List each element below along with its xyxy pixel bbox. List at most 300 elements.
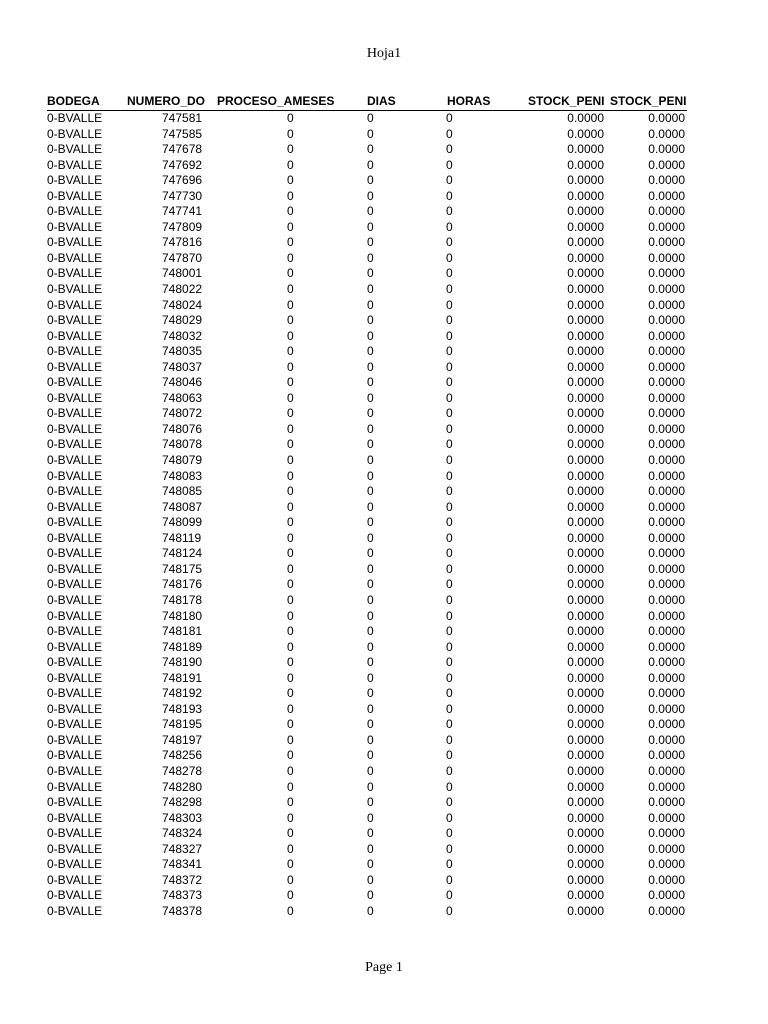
cell-bodega: 0-BVALLE bbox=[47, 639, 103, 654]
cell-stock-2: 0.0000 bbox=[648, 577, 685, 592]
cell-numero: 748085 bbox=[162, 484, 203, 499]
cell-horas: 0 bbox=[446, 328, 453, 343]
cell-numero: 748099 bbox=[162, 515, 203, 530]
cell-horas: 0 bbox=[446, 359, 453, 374]
cell-proceso: 0 bbox=[287, 795, 294, 810]
table-row bbox=[47, 142, 687, 158]
cell-stock-2: 0.0000 bbox=[648, 872, 685, 887]
cell-bodega: 0-BVALLE bbox=[47, 250, 103, 265]
table-row bbox=[47, 748, 687, 764]
cell-proceso: 0 bbox=[287, 903, 294, 918]
cell-dias: 0 bbox=[367, 624, 374, 639]
cell-horas: 0 bbox=[446, 903, 453, 918]
cell-stock-2: 0.0000 bbox=[648, 592, 685, 607]
cell-stock-1: 0.0000 bbox=[567, 903, 604, 918]
cell-dias: 0 bbox=[367, 344, 374, 359]
cell-dias: 0 bbox=[367, 250, 374, 265]
cell-stock-2: 0.0000 bbox=[648, 670, 685, 685]
cell-proceso: 0 bbox=[287, 499, 294, 514]
table-row bbox=[47, 158, 687, 174]
table-row bbox=[47, 173, 687, 189]
cell-horas: 0 bbox=[446, 530, 453, 545]
cell-stock-1: 0.0000 bbox=[567, 639, 604, 654]
cell-dias: 0 bbox=[367, 328, 374, 343]
cell-numero: 747809 bbox=[162, 219, 203, 234]
cell-stock-1: 0.0000 bbox=[567, 826, 604, 841]
table-row bbox=[47, 344, 687, 360]
column-header-stock-2: STOCK_PENI bbox=[610, 94, 687, 108]
cell-stock-2: 0.0000 bbox=[648, 748, 685, 763]
cell-horas: 0 bbox=[446, 639, 453, 654]
cell-bodega: 0-BVALLE bbox=[47, 779, 103, 794]
cell-stock-1: 0.0000 bbox=[567, 670, 604, 685]
cell-numero: 748193 bbox=[162, 701, 203, 716]
cell-numero: 748176 bbox=[162, 577, 203, 592]
cell-stock-1: 0.0000 bbox=[567, 561, 604, 576]
cell-proceso: 0 bbox=[287, 748, 294, 763]
table-row bbox=[47, 375, 687, 391]
cell-bodega: 0-BVALLE bbox=[47, 577, 103, 592]
cell-bodega: 0-BVALLE bbox=[47, 530, 103, 545]
column-header-bodega: BODEGA bbox=[47, 94, 100, 108]
cell-dias: 0 bbox=[367, 126, 374, 141]
cell-stock-1: 0.0000 bbox=[567, 872, 604, 887]
cell-stock-2: 0.0000 bbox=[648, 655, 685, 670]
cell-bodega: 0-BVALLE bbox=[47, 235, 103, 250]
cell-horas: 0 bbox=[446, 655, 453, 670]
cell-stock-2: 0.0000 bbox=[648, 826, 685, 841]
cell-numero: 747816 bbox=[162, 235, 203, 250]
cell-dias: 0 bbox=[367, 111, 374, 125]
table-row bbox=[47, 733, 687, 749]
cell-stock-2: 0.0000 bbox=[648, 841, 685, 856]
cell-bodega: 0-BVALLE bbox=[47, 453, 103, 468]
cell-bodega: 0-BVALLE bbox=[47, 204, 103, 219]
cell-dias: 0 bbox=[367, 857, 374, 872]
cell-proceso: 0 bbox=[287, 406, 294, 421]
cell-stock-1: 0.0000 bbox=[567, 857, 604, 872]
table-row bbox=[47, 453, 687, 469]
cell-stock-2: 0.0000 bbox=[648, 111, 685, 125]
cell-numero: 747730 bbox=[162, 188, 203, 203]
cell-dias: 0 bbox=[367, 872, 374, 887]
cell-stock-2: 0.0000 bbox=[648, 235, 685, 250]
cell-dias: 0 bbox=[367, 453, 374, 468]
cell-numero: 748175 bbox=[162, 561, 203, 576]
cell-proceso: 0 bbox=[287, 328, 294, 343]
cell-numero: 748083 bbox=[162, 468, 203, 483]
cell-numero: 748192 bbox=[162, 686, 203, 701]
cell-bodega: 0-BVALLE bbox=[47, 328, 103, 343]
cell-bodega: 0-BVALLE bbox=[47, 468, 103, 483]
cell-proceso: 0 bbox=[287, 624, 294, 639]
sheet-title: Hoja1 bbox=[366, 46, 402, 61]
cell-stock-1: 0.0000 bbox=[567, 655, 604, 670]
cell-dias: 0 bbox=[367, 577, 374, 592]
cell-stock-1: 0.0000 bbox=[567, 359, 604, 374]
cell-numero: 748087 bbox=[162, 499, 203, 514]
cell-numero: 748037 bbox=[162, 359, 203, 374]
cell-numero: 748303 bbox=[162, 810, 203, 825]
cell-numero: 748197 bbox=[162, 732, 203, 747]
cell-horas: 0 bbox=[446, 515, 453, 530]
table-row bbox=[47, 437, 687, 453]
cell-proceso: 0 bbox=[287, 779, 294, 794]
cell-proceso: 0 bbox=[287, 266, 294, 281]
cell-proceso: 0 bbox=[287, 468, 294, 483]
cell-horas: 0 bbox=[446, 437, 453, 452]
cell-stock-1: 0.0000 bbox=[567, 421, 604, 436]
cell-numero: 748024 bbox=[162, 297, 203, 312]
cell-stock-1: 0.0000 bbox=[567, 297, 604, 312]
cell-dias: 0 bbox=[367, 639, 374, 654]
cell-stock-2: 0.0000 bbox=[648, 717, 685, 732]
table-row bbox=[47, 811, 687, 827]
cell-proceso: 0 bbox=[287, 375, 294, 390]
cell-proceso: 0 bbox=[287, 810, 294, 825]
cell-stock-1: 0.0000 bbox=[567, 546, 604, 561]
cell-stock-2: 0.0000 bbox=[648, 810, 685, 825]
cell-horas: 0 bbox=[446, 219, 453, 234]
cell-horas: 0 bbox=[446, 686, 453, 701]
cell-bodega: 0-BVALLE bbox=[47, 157, 103, 172]
cell-numero: 748124 bbox=[162, 546, 203, 561]
cell-bodega: 0-BVALLE bbox=[47, 173, 103, 188]
table-row bbox=[47, 873, 687, 889]
cell-stock-1: 0.0000 bbox=[567, 344, 604, 359]
cell-dias: 0 bbox=[367, 204, 374, 219]
cell-stock-2: 0.0000 bbox=[648, 795, 685, 810]
cell-stock-2: 0.0000 bbox=[648, 530, 685, 545]
cell-stock-2: 0.0000 bbox=[648, 390, 685, 405]
cell-bodega: 0-BVALLE bbox=[47, 903, 103, 918]
table-row bbox=[47, 795, 687, 811]
cell-stock-1: 0.0000 bbox=[567, 406, 604, 421]
cell-dias: 0 bbox=[367, 530, 374, 545]
cell-stock-1: 0.0000 bbox=[567, 515, 604, 530]
table-row bbox=[47, 500, 687, 516]
cell-numero: 748280 bbox=[162, 779, 203, 794]
cell-proceso: 0 bbox=[287, 390, 294, 405]
cell-dias: 0 bbox=[367, 235, 374, 250]
column-header-dias: DIAS bbox=[367, 94, 396, 108]
cell-numero: 748341 bbox=[162, 857, 203, 872]
cell-horas: 0 bbox=[446, 406, 453, 421]
cell-bodega: 0-BVALLE bbox=[47, 111, 103, 125]
cell-bodega: 0-BVALLE bbox=[47, 126, 103, 141]
table-row bbox=[47, 826, 687, 842]
cell-stock-2: 0.0000 bbox=[648, 313, 685, 328]
cell-proceso: 0 bbox=[287, 453, 294, 468]
cell-bodega: 0-BVALLE bbox=[47, 717, 103, 732]
cell-bodega: 0-BVALLE bbox=[47, 872, 103, 887]
cell-stock-1: 0.0000 bbox=[567, 157, 604, 172]
cell-dias: 0 bbox=[367, 437, 374, 452]
cell-numero: 748189 bbox=[162, 639, 203, 654]
cell-horas: 0 bbox=[446, 608, 453, 623]
cell-horas: 0 bbox=[446, 468, 453, 483]
cell-numero: 748035 bbox=[162, 344, 203, 359]
cell-horas: 0 bbox=[446, 561, 453, 576]
table-row bbox=[47, 360, 687, 376]
table-row bbox=[47, 857, 687, 873]
cell-stock-2: 0.0000 bbox=[648, 903, 685, 918]
cell-numero: 748022 bbox=[162, 282, 203, 297]
cell-horas: 0 bbox=[446, 701, 453, 716]
cell-horas: 0 bbox=[446, 111, 453, 125]
cell-numero: 748278 bbox=[162, 763, 203, 778]
cell-stock-1: 0.0000 bbox=[567, 219, 604, 234]
cell-stock-1: 0.0000 bbox=[567, 375, 604, 390]
cell-dias: 0 bbox=[367, 670, 374, 685]
cell-numero: 748029 bbox=[162, 313, 203, 328]
cell-dias: 0 bbox=[367, 608, 374, 623]
cell-stock-2: 0.0000 bbox=[648, 453, 685, 468]
cell-stock-1: 0.0000 bbox=[567, 313, 604, 328]
cell-horas: 0 bbox=[446, 142, 453, 157]
cell-dias: 0 bbox=[367, 142, 374, 157]
cell-stock-1: 0.0000 bbox=[567, 841, 604, 856]
cell-proceso: 0 bbox=[287, 655, 294, 670]
cell-proceso: 0 bbox=[287, 219, 294, 234]
cell-stock-1: 0.0000 bbox=[567, 484, 604, 499]
cell-dias: 0 bbox=[367, 515, 374, 530]
cell-bodega: 0-BVALLE bbox=[47, 437, 103, 452]
cell-bodega: 0-BVALLE bbox=[47, 515, 103, 530]
table-row bbox=[47, 640, 687, 656]
cell-proceso: 0 bbox=[287, 344, 294, 359]
cell-dias: 0 bbox=[367, 717, 374, 732]
cell-numero: 748195 bbox=[162, 717, 203, 732]
cell-stock-2: 0.0000 bbox=[648, 701, 685, 716]
cell-dias: 0 bbox=[367, 826, 374, 841]
cell-numero: 747696 bbox=[162, 173, 203, 188]
cell-stock-1: 0.0000 bbox=[567, 126, 604, 141]
cell-stock-2: 0.0000 bbox=[648, 686, 685, 701]
cell-bodega: 0-BVALLE bbox=[47, 888, 103, 903]
cell-bodega: 0-BVALLE bbox=[47, 670, 103, 685]
table-row bbox=[47, 702, 687, 718]
cell-stock-2: 0.0000 bbox=[648, 282, 685, 297]
cell-numero: 748001 bbox=[162, 266, 203, 281]
cell-stock-1: 0.0000 bbox=[567, 763, 604, 778]
cell-horas: 0 bbox=[446, 157, 453, 172]
cell-proceso: 0 bbox=[287, 421, 294, 436]
table-row bbox=[47, 515, 687, 531]
cell-dias: 0 bbox=[367, 468, 374, 483]
cell-numero: 748327 bbox=[162, 841, 203, 856]
cell-stock-2: 0.0000 bbox=[648, 344, 685, 359]
cell-dias: 0 bbox=[367, 421, 374, 436]
cell-horas: 0 bbox=[446, 390, 453, 405]
cell-bodega: 0-BVALLE bbox=[47, 546, 103, 561]
cell-bodega: 0-BVALLE bbox=[47, 732, 103, 747]
cell-stock-2: 0.0000 bbox=[648, 142, 685, 157]
cell-horas: 0 bbox=[446, 888, 453, 903]
cell-horas: 0 bbox=[446, 857, 453, 872]
cell-numero: 747585 bbox=[162, 126, 203, 141]
cell-numero: 748191 bbox=[162, 670, 203, 685]
cell-dias: 0 bbox=[367, 157, 374, 172]
cell-horas: 0 bbox=[446, 344, 453, 359]
cell-dias: 0 bbox=[367, 484, 374, 499]
cell-stock-2: 0.0000 bbox=[648, 763, 685, 778]
table-row bbox=[47, 671, 687, 687]
cell-horas: 0 bbox=[446, 624, 453, 639]
cell-stock-1: 0.0000 bbox=[567, 748, 604, 763]
cell-stock-1: 0.0000 bbox=[567, 235, 604, 250]
cell-stock-1: 0.0000 bbox=[567, 530, 604, 545]
cell-proceso: 0 bbox=[287, 111, 294, 125]
cell-bodega: 0-BVALLE bbox=[47, 142, 103, 157]
cell-bodega: 0-BVALLE bbox=[47, 608, 103, 623]
cell-numero: 748378 bbox=[162, 903, 203, 918]
cell-dias: 0 bbox=[367, 903, 374, 918]
cell-horas: 0 bbox=[446, 297, 453, 312]
cell-dias: 0 bbox=[367, 592, 374, 607]
cell-stock-2: 0.0000 bbox=[648, 297, 685, 312]
cell-dias: 0 bbox=[367, 499, 374, 514]
cell-dias: 0 bbox=[367, 748, 374, 763]
cell-proceso: 0 bbox=[287, 313, 294, 328]
cell-stock-2: 0.0000 bbox=[648, 779, 685, 794]
table-row bbox=[47, 329, 687, 345]
cell-horas: 0 bbox=[446, 126, 453, 141]
table-row bbox=[47, 204, 687, 220]
cell-proceso: 0 bbox=[287, 173, 294, 188]
cell-horas: 0 bbox=[446, 826, 453, 841]
table-row bbox=[47, 780, 687, 796]
cell-stock-1: 0.0000 bbox=[567, 266, 604, 281]
cell-dias: 0 bbox=[367, 266, 374, 281]
cell-numero: 748298 bbox=[162, 795, 203, 810]
cell-numero: 748063 bbox=[162, 390, 203, 405]
cell-proceso: 0 bbox=[287, 530, 294, 545]
cell-horas: 0 bbox=[446, 810, 453, 825]
cell-stock-1: 0.0000 bbox=[567, 282, 604, 297]
cell-proceso: 0 bbox=[287, 686, 294, 701]
cell-stock-2: 0.0000 bbox=[648, 484, 685, 499]
table-row bbox=[47, 220, 687, 236]
cell-horas: 0 bbox=[446, 282, 453, 297]
cell-bodega: 0-BVALLE bbox=[47, 624, 103, 639]
cell-bodega: 0-BVALLE bbox=[47, 313, 103, 328]
table-row bbox=[47, 717, 687, 733]
cell-proceso: 0 bbox=[287, 608, 294, 623]
table-row bbox=[47, 189, 687, 205]
cell-dias: 0 bbox=[367, 655, 374, 670]
table-row bbox=[47, 593, 687, 609]
cell-proceso: 0 bbox=[287, 235, 294, 250]
cell-proceso: 0 bbox=[287, 592, 294, 607]
cell-horas: 0 bbox=[446, 546, 453, 561]
cell-stock-2: 0.0000 bbox=[648, 888, 685, 903]
cell-proceso: 0 bbox=[287, 857, 294, 872]
cell-stock-1: 0.0000 bbox=[567, 624, 604, 639]
cell-proceso: 0 bbox=[287, 515, 294, 530]
table-row bbox=[47, 422, 687, 438]
cell-proceso: 0 bbox=[287, 126, 294, 141]
cell-numero: 747581 bbox=[162, 111, 203, 125]
cell-proceso: 0 bbox=[287, 157, 294, 172]
cell-dias: 0 bbox=[367, 732, 374, 747]
table-header bbox=[47, 93, 687, 111]
cell-bodega: 0-BVALLE bbox=[47, 344, 103, 359]
cell-dias: 0 bbox=[367, 841, 374, 856]
cell-numero: 748373 bbox=[162, 888, 203, 903]
cell-horas: 0 bbox=[446, 188, 453, 203]
cell-stock-2: 0.0000 bbox=[648, 157, 685, 172]
cell-horas: 0 bbox=[446, 313, 453, 328]
cell-numero: 748032 bbox=[162, 328, 203, 343]
table-row bbox=[47, 391, 687, 407]
cell-proceso: 0 bbox=[287, 826, 294, 841]
table-row bbox=[47, 904, 687, 920]
cell-stock-1: 0.0000 bbox=[567, 390, 604, 405]
table-row bbox=[47, 406, 687, 422]
cell-dias: 0 bbox=[367, 561, 374, 576]
cell-stock-2: 0.0000 bbox=[648, 173, 685, 188]
cell-stock-1: 0.0000 bbox=[567, 111, 604, 125]
table-row bbox=[47, 577, 687, 593]
cell-horas: 0 bbox=[446, 748, 453, 763]
cell-horas: 0 bbox=[446, 670, 453, 685]
table-row bbox=[47, 469, 687, 485]
cell-proceso: 0 bbox=[287, 732, 294, 747]
cell-bodega: 0-BVALLE bbox=[47, 857, 103, 872]
table-row bbox=[47, 282, 687, 298]
cell-stock-2: 0.0000 bbox=[648, 732, 685, 747]
cell-dias: 0 bbox=[367, 188, 374, 203]
cell-stock-1: 0.0000 bbox=[567, 173, 604, 188]
cell-stock-2: 0.0000 bbox=[648, 359, 685, 374]
cell-horas: 0 bbox=[446, 795, 453, 810]
cell-stock-1: 0.0000 bbox=[567, 701, 604, 716]
cell-horas: 0 bbox=[446, 204, 453, 219]
cell-dias: 0 bbox=[367, 546, 374, 561]
cell-numero: 748046 bbox=[162, 375, 203, 390]
cell-dias: 0 bbox=[367, 219, 374, 234]
cell-proceso: 0 bbox=[287, 670, 294, 685]
cell-bodega: 0-BVALLE bbox=[47, 421, 103, 436]
cell-proceso: 0 bbox=[287, 437, 294, 452]
cell-proceso: 0 bbox=[287, 872, 294, 887]
cell-bodega: 0-BVALLE bbox=[47, 406, 103, 421]
cell-stock-1: 0.0000 bbox=[567, 717, 604, 732]
table-row bbox=[47, 764, 687, 780]
cell-horas: 0 bbox=[446, 484, 453, 499]
cell-proceso: 0 bbox=[287, 204, 294, 219]
cell-stock-2: 0.0000 bbox=[648, 406, 685, 421]
cell-proceso: 0 bbox=[287, 717, 294, 732]
cell-numero: 748079 bbox=[162, 453, 203, 468]
cell-stock-1: 0.0000 bbox=[567, 188, 604, 203]
cell-proceso: 0 bbox=[287, 701, 294, 716]
cell-stock-2: 0.0000 bbox=[648, 499, 685, 514]
cell-bodega: 0-BVALLE bbox=[47, 810, 103, 825]
cell-stock-2: 0.0000 bbox=[648, 468, 685, 483]
cell-stock-2: 0.0000 bbox=[648, 421, 685, 436]
table-row bbox=[47, 655, 687, 671]
cell-stock-2: 0.0000 bbox=[648, 219, 685, 234]
cell-horas: 0 bbox=[446, 717, 453, 732]
cell-bodega: 0-BVALLE bbox=[47, 655, 103, 670]
cell-dias: 0 bbox=[367, 359, 374, 374]
cell-proceso: 0 bbox=[287, 546, 294, 561]
cell-numero: 748372 bbox=[162, 872, 203, 887]
cell-stock-2: 0.0000 bbox=[648, 250, 685, 265]
cell-dias: 0 bbox=[367, 888, 374, 903]
